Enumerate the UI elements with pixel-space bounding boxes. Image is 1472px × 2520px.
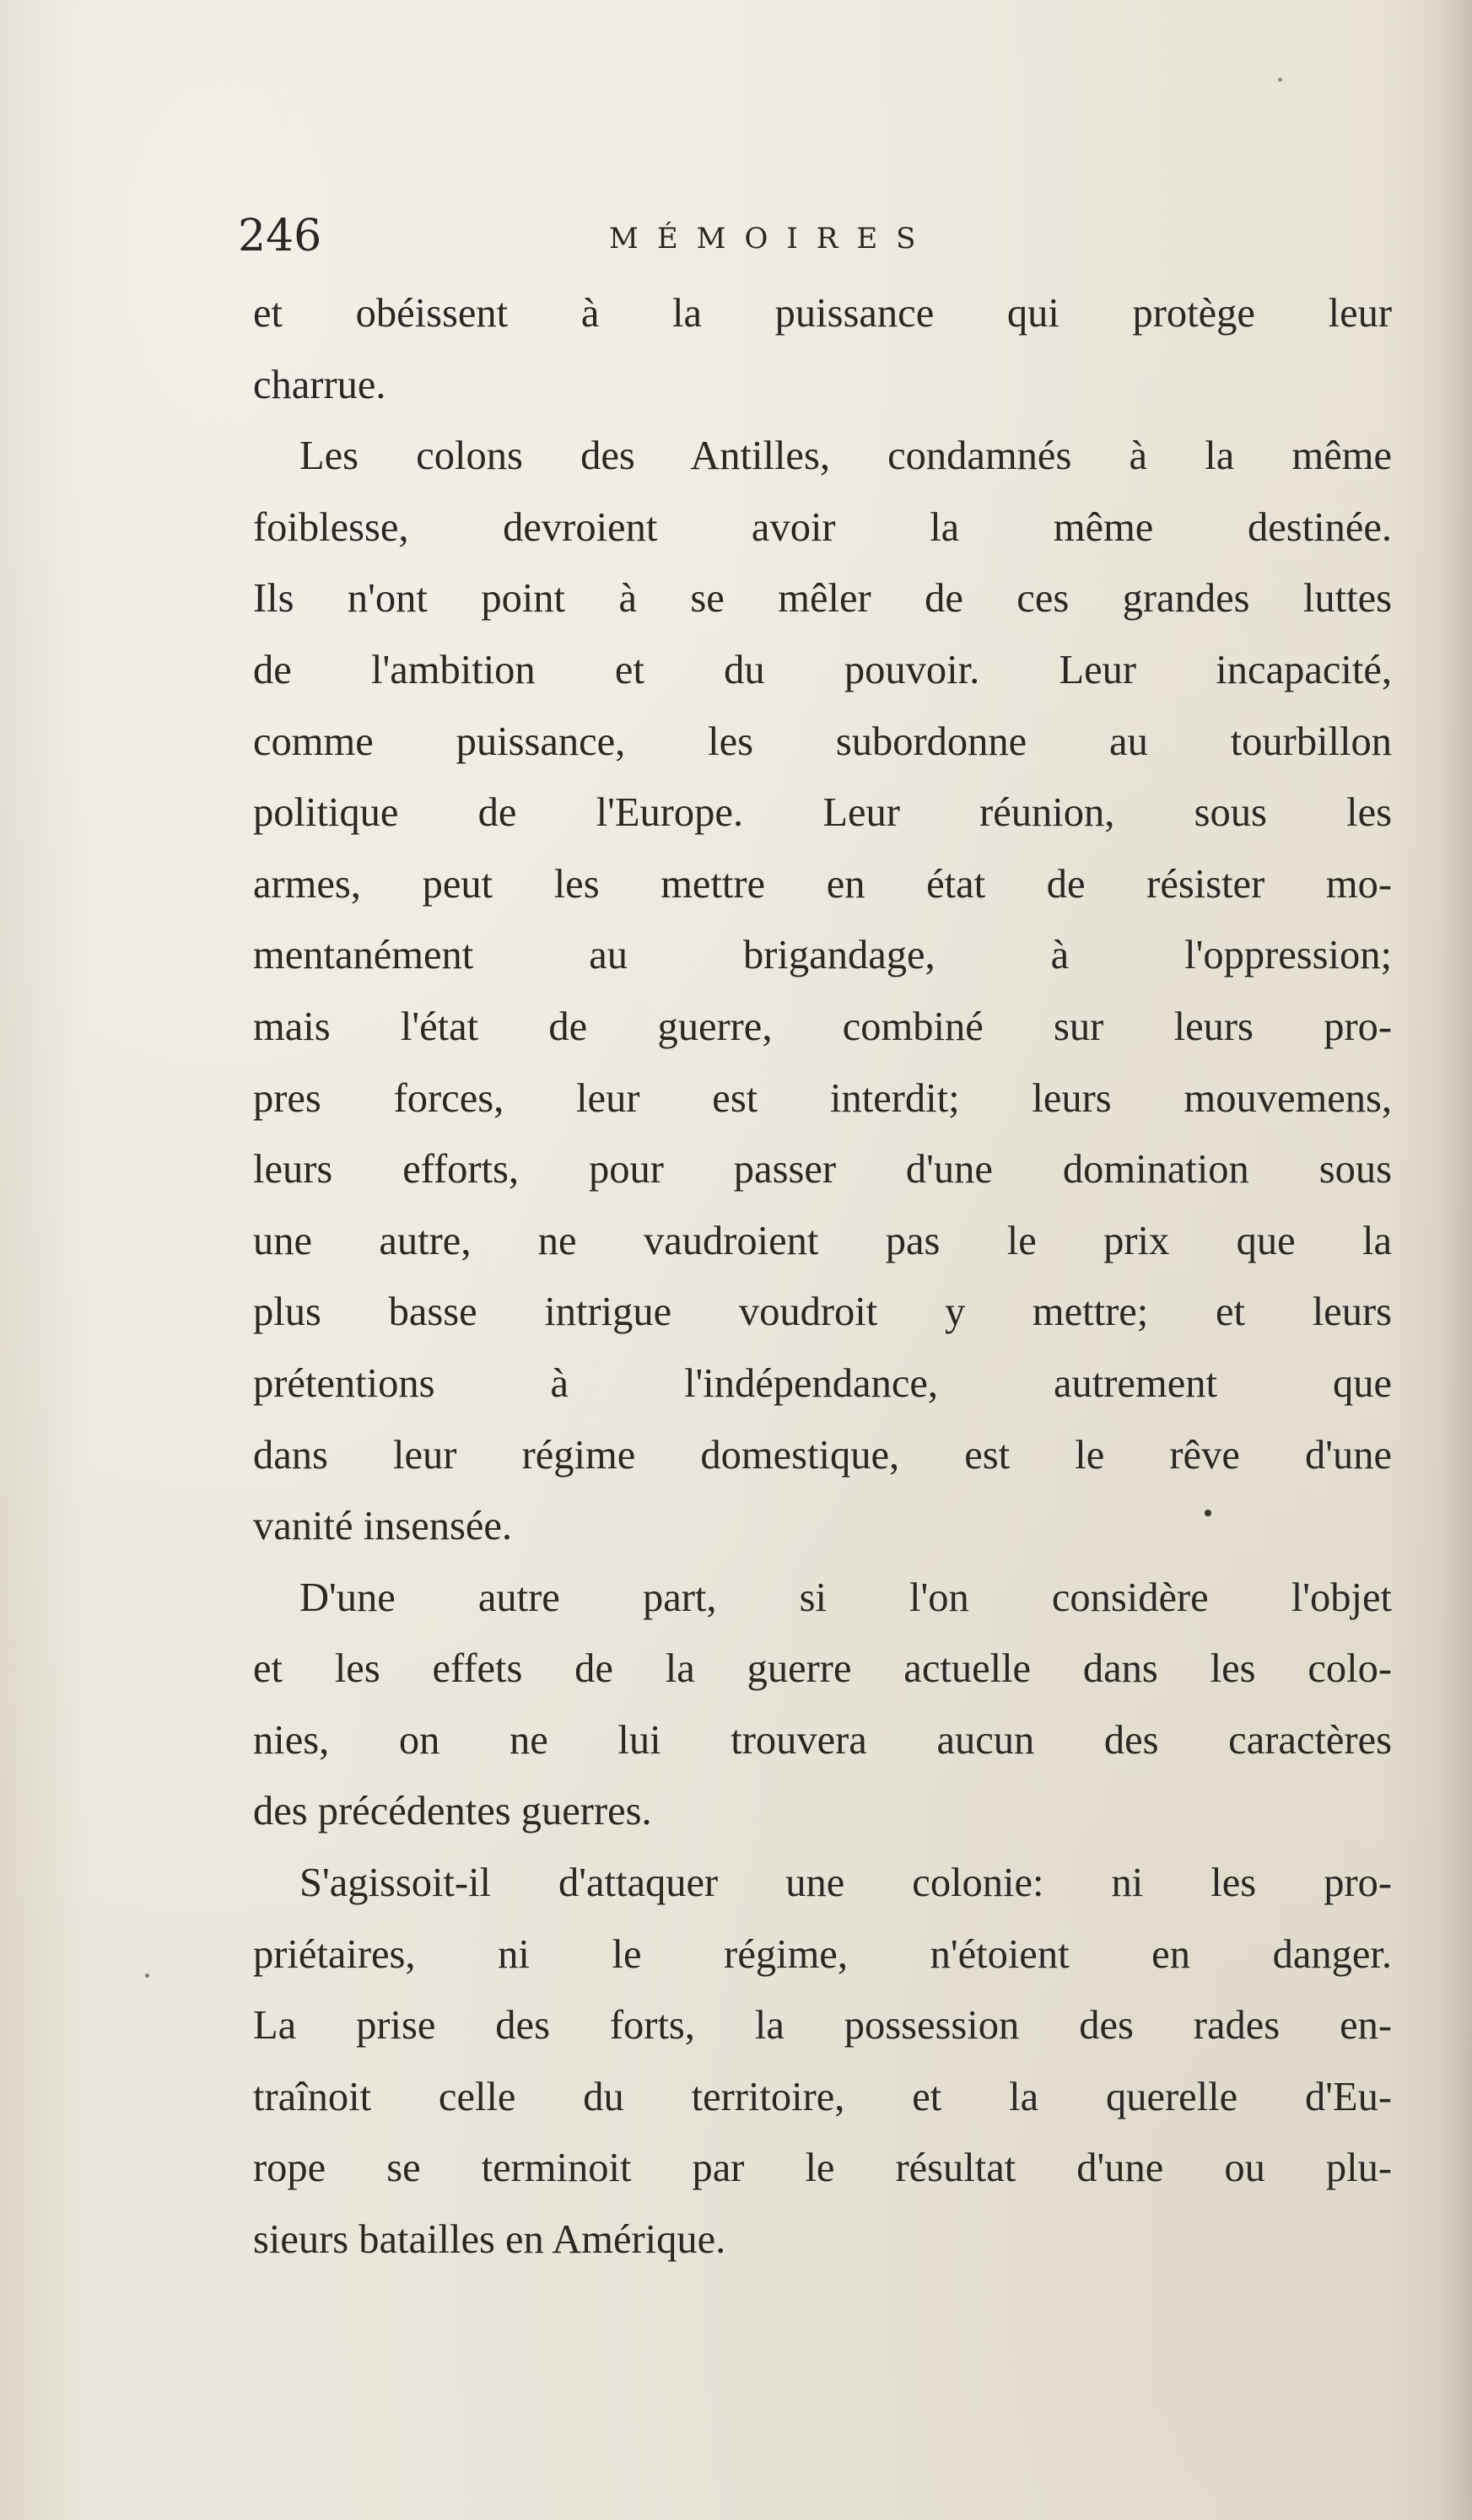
- text-line: traînoit celle du territoire, et la querelle d'Eu-: [253, 2074, 1392, 2119]
- text-line: de l'ambition et du pouvoir. Leur incapacité,: [253, 647, 1392, 692]
- text-line: plus basse intrigue voudroit y mettre; et leurs: [253, 1290, 1392, 1335]
- body-text: [253, 278, 1392, 2276]
- text-line: priétaires, ni le régime, n'étoient en danger.: [253, 1931, 1392, 1977]
- ink-speck: [1205, 1510, 1211, 1516]
- text-line: mais l'état de guerre, combiné sur leurs pro-: [253, 1004, 1392, 1049]
- ink-speck: [1278, 78, 1282, 82]
- text-line: dans leur régime domestique, est le rêve d'une: [253, 1432, 1392, 1478]
- text-line: S'agissoit-il d'attaquer une colonie: ni les pro-: [299, 1860, 1392, 1906]
- page-number: 246: [238, 211, 322, 261]
- text-line: La prise des forts, la possession des rades en-: [253, 2003, 1392, 2049]
- text-line: nies, on ne lui trouvera aucun des caractères: [253, 1717, 1392, 1763]
- text-line: sieurs batailles en Amérique.: [253, 2217, 726, 2263]
- running-head: MÉMOIRES: [609, 222, 935, 256]
- text-line: foiblesse, devroient avoir la même destinée.: [253, 504, 1392, 550]
- text-line: et les effets de la guerre actuelle dans les colo-: [253, 1646, 1392, 1692]
- text-line: D'une autre part, si l'on considère l'objet: [299, 1575, 1392, 1620]
- text-line: pres forces, leur est interdit; leurs mouvemens,: [253, 1075, 1392, 1121]
- text-line: Ils n'ont point à se mêler de ces grandes luttes: [253, 576, 1392, 622]
- text-line: rope se terminoit par le résultat d'une ou plu-: [253, 2146, 1392, 2191]
- text-line: et obéissent à la puissance qui protège leur: [253, 291, 1392, 336]
- text-line: charrue.: [253, 362, 386, 407]
- text-line: comme puissance, les subordonne au tourbillon: [253, 719, 1392, 764]
- text-line: leurs efforts, pour passer d'une domination sous: [253, 1147, 1392, 1193]
- text-line: politique de l'Europe. Leur réunion, sous les: [253, 790, 1392, 836]
- text-line: une autre, ne vaudroient pas le prix que la: [253, 1218, 1392, 1263]
- page-header: [238, 202, 1335, 270]
- text-line: des précédentes guerres.: [253, 1789, 652, 1834]
- text-line: mentanément au brigandage, à l'oppression;: [253, 933, 1392, 978]
- ink-speck: [145, 1973, 149, 1978]
- text-line: prétentions à l'indépendance, autrement que: [253, 1360, 1392, 1406]
- text-line: Les colons des Antilles, condamnés à la même: [299, 433, 1392, 479]
- page-edge-shadow: [1438, 0, 1472, 2520]
- text-line: vanité insensée.: [253, 1504, 513, 1549]
- text-line: armes, peut les mettre en état de résister mo-: [253, 861, 1392, 907]
